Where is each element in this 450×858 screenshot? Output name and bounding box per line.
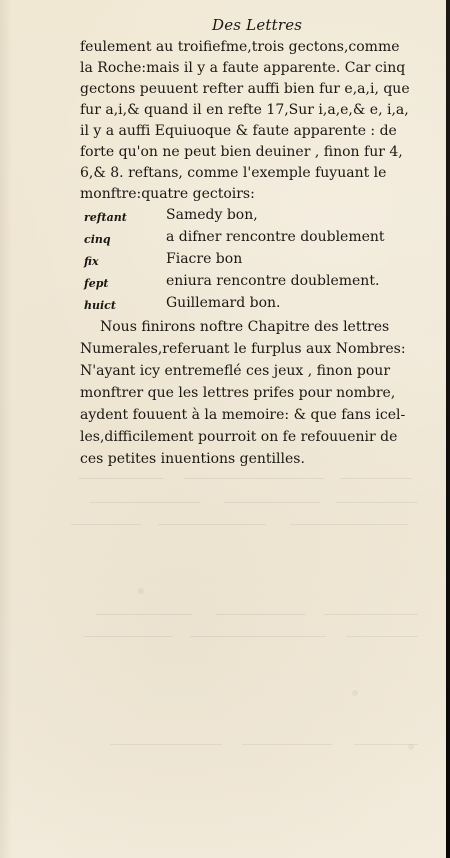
- text-line-5: il y a auffi Equiuoque & faute apparente : de: [80, 123, 397, 139]
- closing-line-5: aydent fouuent à la memoire: & que fans icel-: [80, 407, 406, 423]
- page-edge: [446, 0, 450, 858]
- text-line-6: forte qu'on ne peut bien deuiner , finon fur 4,: [80, 144, 403, 160]
- closing-line-1: Nous finirons noftre Chapitre des lettres: [100, 319, 390, 335]
- entry-label-5: huict: [84, 299, 116, 312]
- entry-text-5: Guillemard bon.: [166, 295, 281, 311]
- show-through-line-3: [66, 522, 426, 528]
- entry-text-4: eniura rencontre doublement.: [166, 273, 380, 289]
- paper-spot-1: [138, 588, 144, 594]
- text-line-3: gectons peuuent refter auffi bien fur e,a,i, que: [80, 81, 410, 97]
- show-through-line-1: [66, 476, 426, 482]
- closing-line-7: ces petites inuentions gentilles.: [80, 451, 305, 467]
- entry-text-2: a difner rencontre doublement: [166, 229, 385, 245]
- entry-label-2: cinq: [84, 233, 111, 246]
- paper-spot-2: [352, 690, 358, 696]
- text-line-7: 6,& 8. reftans, comme l'exemple fuyuant le: [80, 165, 387, 181]
- show-through-line-4: [66, 612, 426, 618]
- page-gutter-shadow: [0, 0, 12, 858]
- show-through-line-5: [66, 634, 426, 640]
- entry-label-3: fix: [84, 255, 99, 268]
- page-header: Des Lettres: [212, 16, 303, 34]
- closing-line-6: les,difficilement pourroit on fe refouuenir de: [80, 429, 398, 445]
- text-line-4: fur a,i,& quand il en refte 17,Sur i,a,e,& e, i,a,: [80, 102, 409, 118]
- closing-line-4: monftrer que les lettres prifes pour nombre,: [80, 385, 396, 401]
- entry-label-4: fept: [84, 277, 109, 290]
- text-line-1: feulement au troifiefme,trois gectons,comme: [80, 39, 400, 55]
- text-line-8: monftre:quatre gectoirs:: [80, 186, 255, 202]
- show-through-line-2: [66, 500, 426, 506]
- entry-text-1: Samedy bon,: [166, 207, 258, 223]
- text-line-2: la Roche:mais il y a faute apparente. Car cinq: [80, 60, 406, 76]
- entry-label-1: reftant: [84, 211, 127, 224]
- paper-spot-3: [408, 744, 414, 750]
- entry-text-3: Fiacre bon: [166, 251, 243, 267]
- closing-line-3: N'ayant icy entremeflé ces jeux , finon pour: [80, 363, 391, 379]
- closing-line-2: Numerales,referuant le furplus aux Nombres:: [80, 341, 406, 357]
- show-through-line-6: [66, 742, 426, 748]
